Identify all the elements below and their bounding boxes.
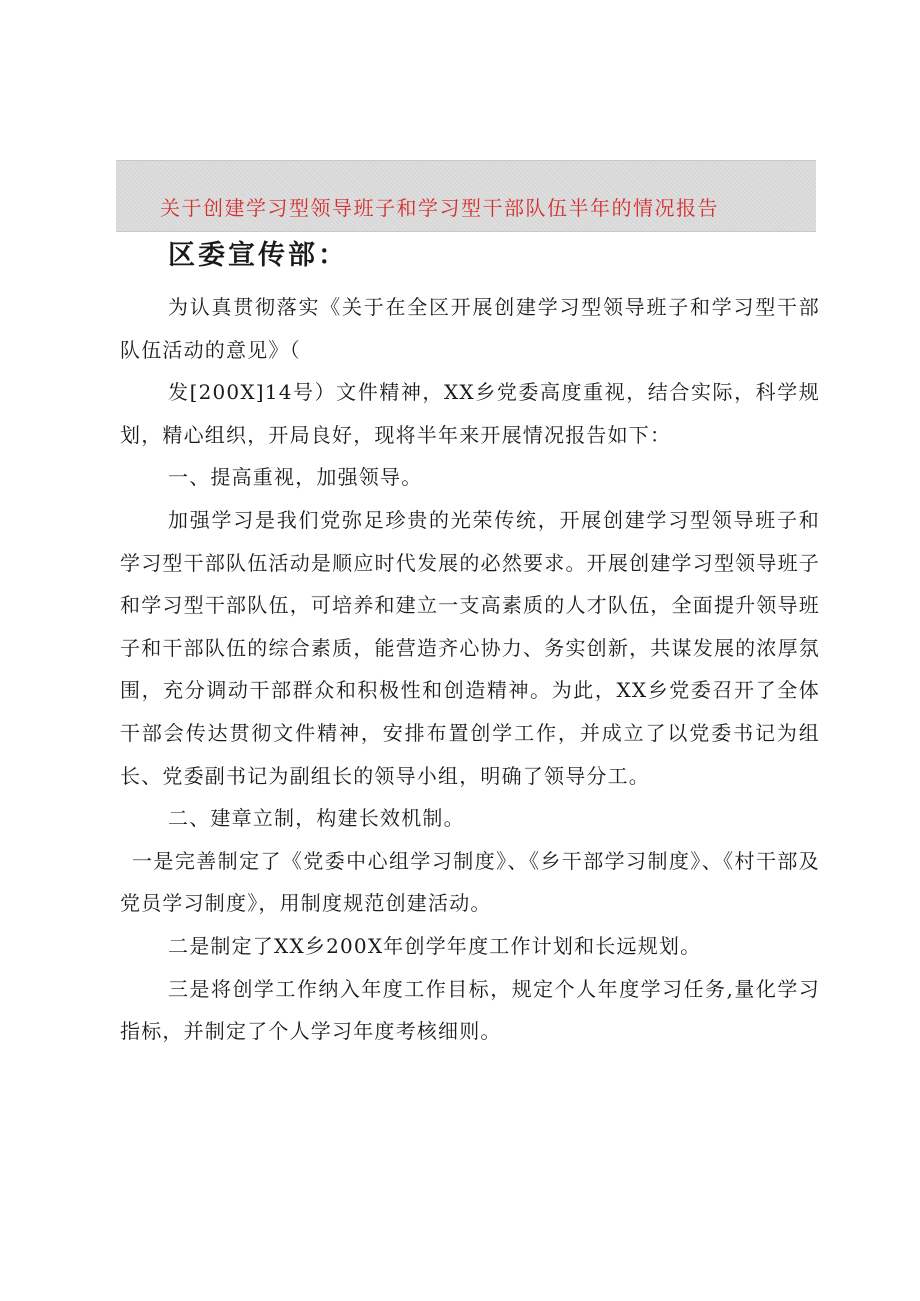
title-banner	[116, 160, 816, 232]
paragraph-item-1: 一是完善制定了《党委中心组学习制度》、《乡干部学习制度》、《村干部及党员学习制度》，用制度规范创建活动。	[120, 848, 820, 916]
salutation: 区委宣传部：	[168, 240, 348, 271]
document-title: 关于创建学习型领导班子和学习型干部队伍半年的情况报告	[160, 196, 719, 220]
paragraph-item-3: 三是将创学工作纳入年度工作目标，规定个人年度学习任务,量化学习指标，并制定了个人学习年度考核细则。	[120, 976, 820, 1044]
section-heading-1: 一、提高重视，加强领导。	[168, 465, 423, 490]
paragraph-intro-2: 发[200X]14号）文件精神，XX乡党委高度重视，结合实际，科学规划，精心组织，开局良好，现将半年来开展情况报告如下：	[120, 380, 820, 447]
section-heading-2: 二、建章立制，构建长效机制。	[168, 806, 465, 831]
paragraph-item-2: 二是制定了XX乡200X年创学年度工作计划和长远规划。	[168, 933, 702, 958]
paragraph-intro-1: 为认真贯彻落实《关于在全区开展创建学习型领导班子和学习型干部队伍活动的意见》（	[120, 295, 820, 362]
document-body	[120, 286, 820, 1053]
paragraph-section-1: 加强学习是我们党弥足珍贵的光荣传统，开展创建学习型领导班子和学习型干部队伍活动是顺应时代发展的必然要求。开展创建学习型领导班子和学习型干部队伍，可培养和建立一支高素质的人才队伍，全面提升领导班子和干部队伍的综合素质，能营造齐心协力、务实创新，共谋发展的浓厚氛围，充分调动干部群众和积极性和创造精神。为此，XX乡党委召开了全体干部会传达贯彻文件精神，安排布置创学工作，并成立了以党委书记为组长、党委副书记为副组长的领导小组，明确了领导分工。	[120, 507, 820, 788]
